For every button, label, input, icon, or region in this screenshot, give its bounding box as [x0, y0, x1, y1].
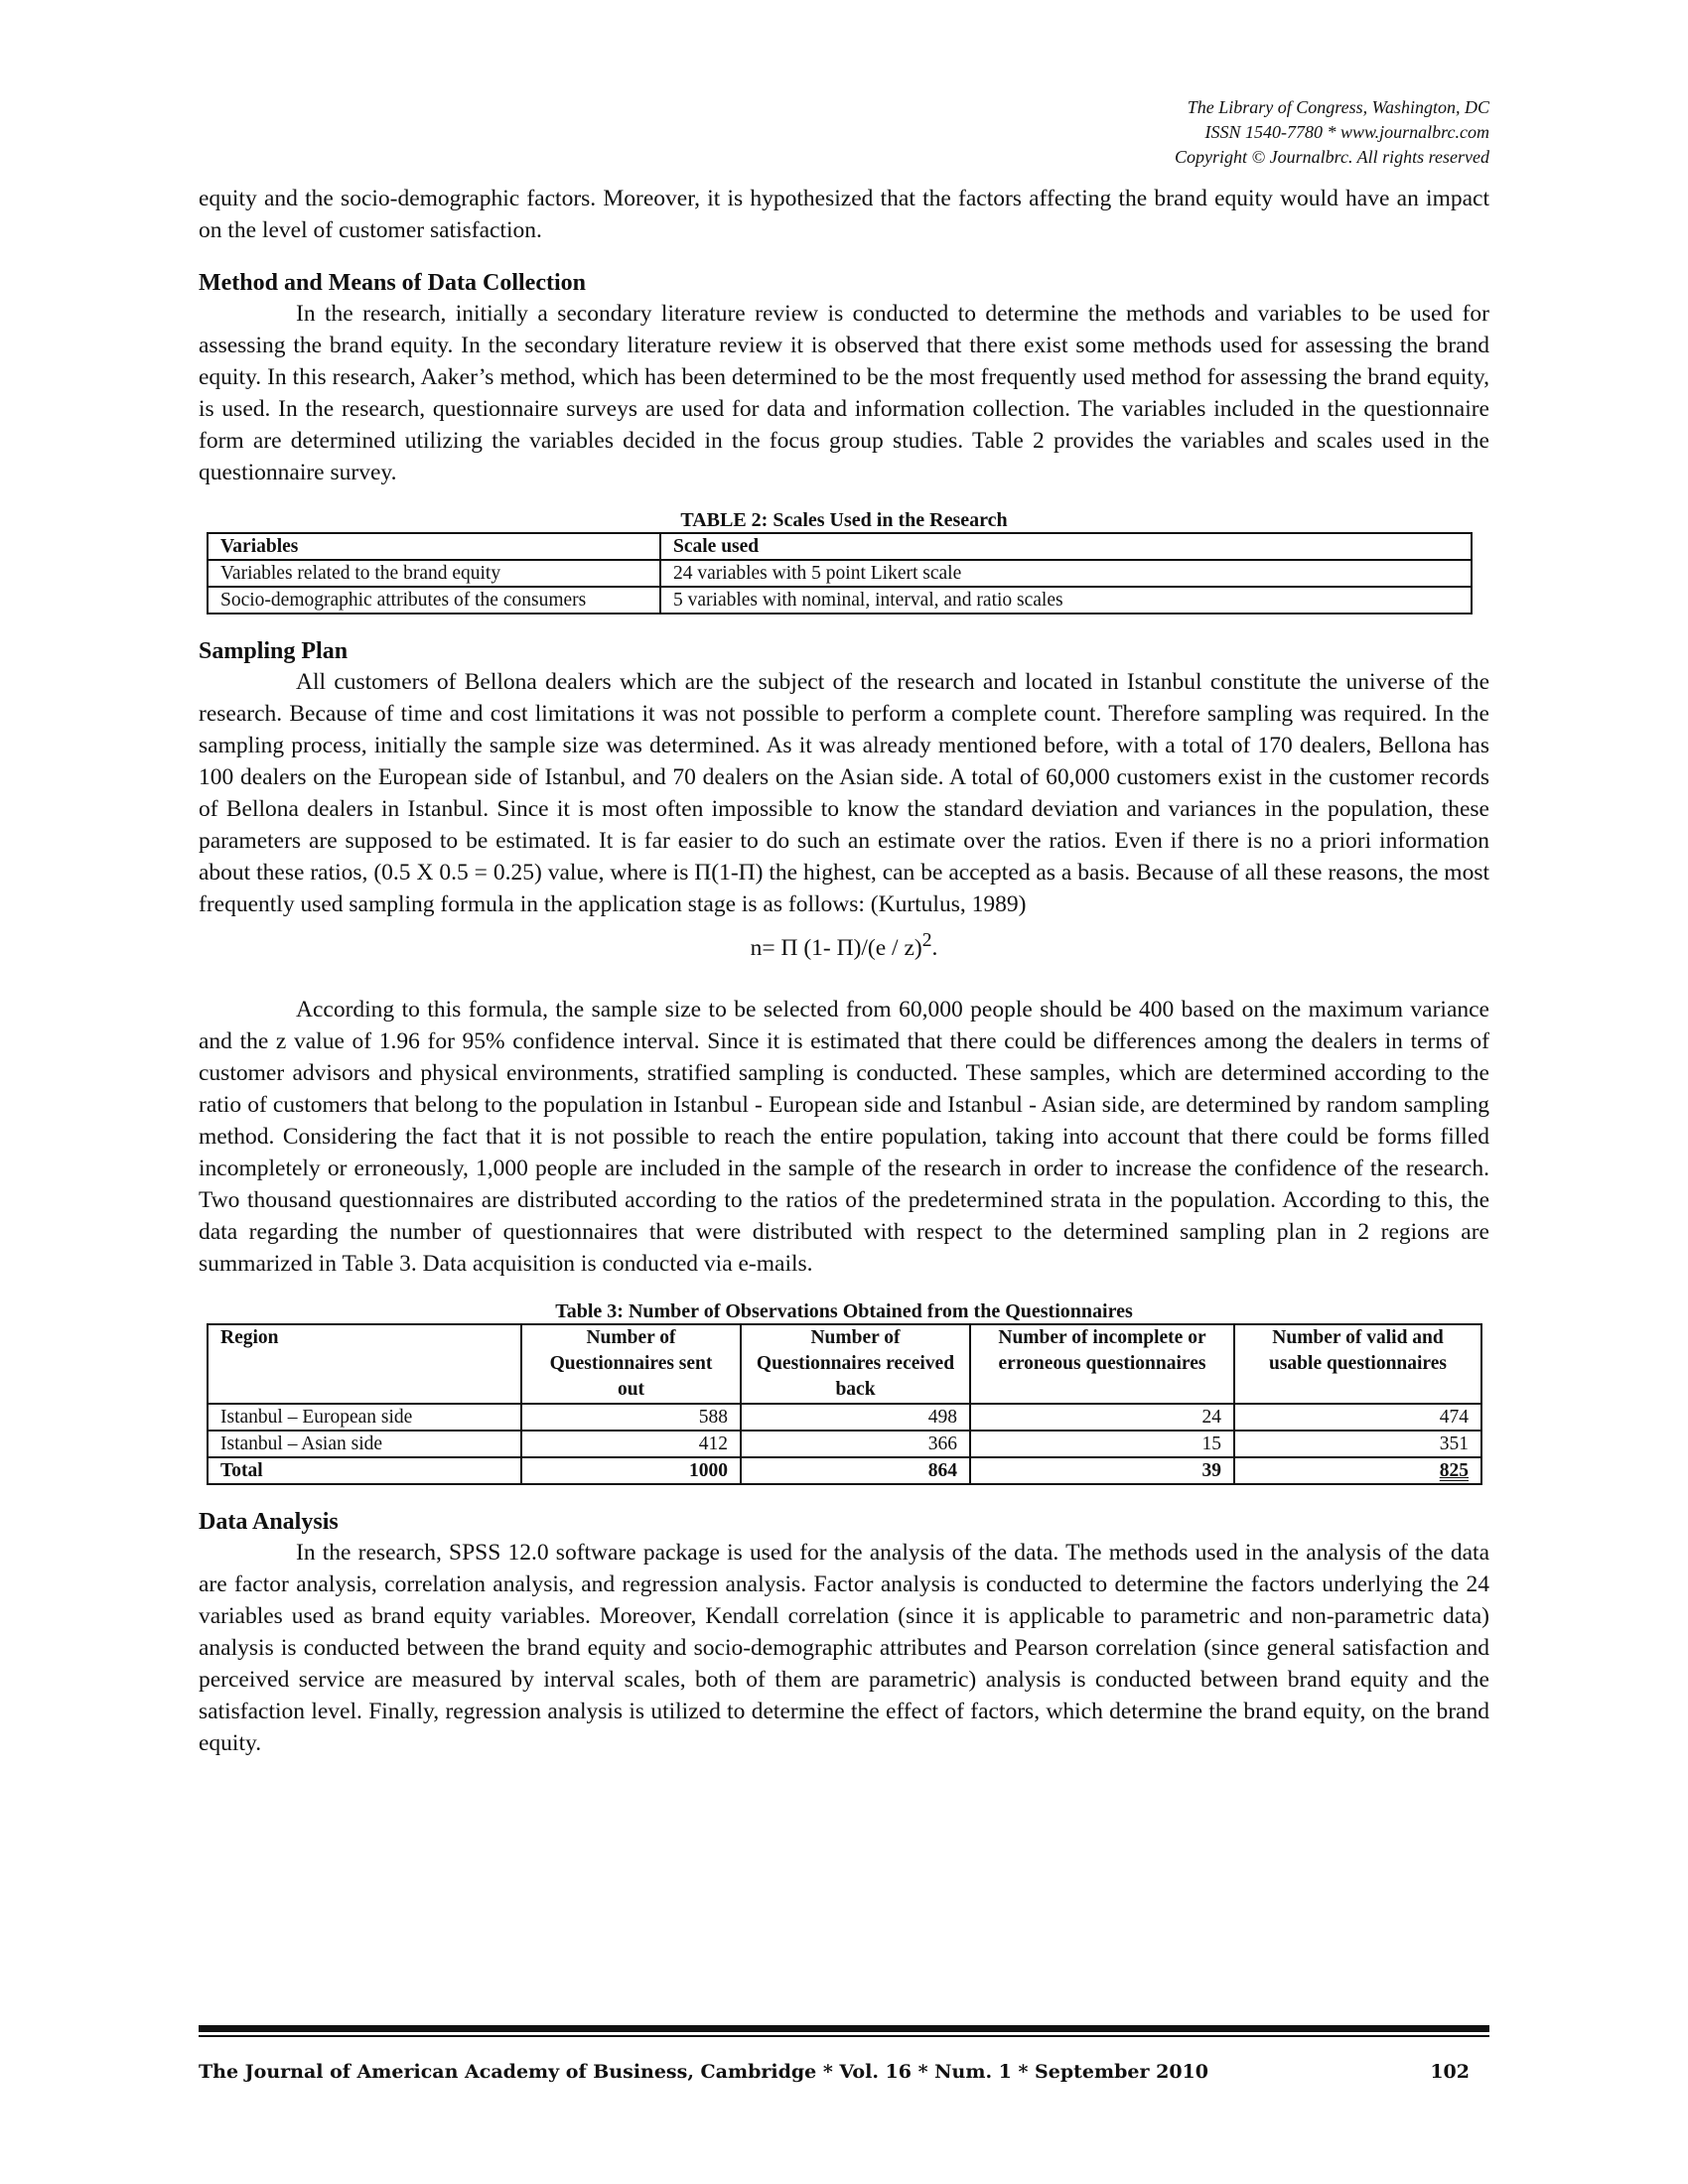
- table-cell: 474: [1234, 1404, 1481, 1431]
- table-row: [208, 1431, 1481, 1457]
- footer-rule-thick: [199, 2025, 1489, 2032]
- header-line-3: Copyright © Journalbrc. All rights reserved: [1175, 147, 1489, 167]
- table-row: [208, 587, 1472, 614]
- section-heading-sampling: Sampling Plan: [199, 638, 349, 664]
- table-cell: Istanbul – European side: [208, 1404, 521, 1431]
- table-cell: 24: [970, 1404, 1234, 1431]
- running-header: [199, 95, 1489, 170]
- table-cell: 498: [741, 1404, 970, 1431]
- table-cell: Socio-demographic attributes of the consumers: [208, 587, 660, 614]
- table-cell: Variables related to the brand equity: [208, 560, 660, 587]
- table-cell: 864: [741, 1457, 970, 1484]
- table-cell: 1000: [521, 1457, 741, 1484]
- sampling-paragraph-1: All customers of Bellona dealers which are the subject of the research and located in Istanbul constitute the universe of the research. Because of time and cost limitations it was not possible to perform a complete count. Therefore sampling was required. In the sampling process, initially the sample size was determined. As it was already mentioned before, with a total of 170 dealers, Bellona has 100 dealers on the European side of Istanbul, and 70 dealers on the Asian side. A total of 60,000 customers exist in the customer records of Bellona dealers in Istanbul. Since it is most often impossible to know the standard deviation and variances in the population, these parameters are supposed to be estimated. It is far easier to do such an estimate over the ratios. Even if there is no a priori information about these ratios, (0.5 X 0.5 = 0.25) value, where is Π(1-Π) the highest, can be accepted as a basis. Because of all these reasons, the most frequently used sampling formula in the application stage is as follows: (Kurtulus, 1989): [199, 669, 1489, 917]
- header-line-2: ISSN 1540-7780 * www.journalbrc.com: [1204, 122, 1489, 142]
- column-header: Number of Questionnaires received back: [741, 1324, 970, 1404]
- table-header-row: [208, 533, 1472, 560]
- table-row: [208, 560, 1472, 587]
- page-body: [199, 95, 1489, 1759]
- table-cell: 351: [1234, 1431, 1481, 1457]
- table-cell: 588: [521, 1404, 741, 1431]
- intro-paragraph: equity and the socio-demographic factors. Moreover, it is hypothesized that the factors affecting the brand equity would have an impact on the level of customer satisfaction.: [199, 186, 1489, 243]
- section-heading-analysis: Data Analysis: [199, 1508, 339, 1535]
- total-valid-value: 825: [1439, 1459, 1469, 1481]
- column-header: Region: [208, 1324, 521, 1404]
- column-header: Scale used: [660, 533, 1472, 560]
- observations-table: [207, 1323, 1482, 1485]
- footer-text: [199, 2061, 1489, 2083]
- column-header: Variables: [208, 533, 660, 560]
- sampling-paragraph-2: According to this formula, the sample size to be selected from 60,000 people should be 400 based on the maximum variance and the z value of 1.96 for 95% confidence interval. Since it is estimated that there could be differences among the dealers in terms of customer advisors and physical environments, stratified sampling is conducted. These samples, which are determined according to the ratio of customers that belong to the population in Istanbul - European side and Istanbul - Asian side, are determined by random sampling method. Considering the fact that it is not possible to reach the entire population, taking into account that there could be forms filled incompletely or erroneously, 1,000 people are included in the sample of the research in order to increase the confidence of the research. Two thousand questionnaires are distributed according to the ratios of the predetermined strata in the population. According to this, the data regarding the number of questionnaires that were distributed with respect to the determined sampling plan in 2 regions are summarized in Table 3. Data acquisition is conducted via e-mails.: [199, 996, 1489, 1277]
- header-line-1: The Library of Congress, Washington, DC: [1187, 97, 1489, 117]
- journal-citation: The Journal of American Academy of Business, Cambridge * Vol. 16 * Num. 1 * September 2010: [199, 2061, 1209, 2083]
- footer-rule-thin: [199, 2035, 1489, 2037]
- table2-caption: TABLE 2: Scales Used in the Research: [680, 509, 1008, 531]
- table-cell: 39: [970, 1457, 1234, 1484]
- column-header: Number of valid and usable questionnaires: [1234, 1324, 1481, 1404]
- analysis-paragraph: In the research, SPSS 12.0 software package is used for the analysis of the data. The methods used in the analysis of the data are factor analysis, correlation analysis, and regression analysis. Factor analysis is conducted to determine the factors underlying the 24 variables used as brand equity variables. Moreover, Kendall correlation (since it is applicable to parametric and non-parametric data) analysis is conducted between the brand equity and socio-demographic attributes and Pearson correlation (since general satisfaction and perceived service are measured by interval scales, both of them are parametric) analysis is conducted between brand equity and the satisfaction level. Finally, regression analysis is utilized to determine the effect of factors, which determine the brand equity, on the brand equity.: [199, 1539, 1489, 1756]
- scales-table: [207, 532, 1473, 614]
- table-cell: 15: [970, 1431, 1234, 1457]
- formula-exponent: 2: [921, 930, 932, 951]
- column-header: Number of Questionnaires sent out: [521, 1324, 741, 1404]
- table-cell: Total: [208, 1457, 521, 1484]
- sampling-formula: [199, 925, 1489, 964]
- table-header-row: [208, 1324, 1481, 1404]
- table-cell: 412: [521, 1431, 741, 1457]
- table-cell: [1234, 1457, 1481, 1484]
- page-number: 102: [1430, 2061, 1470, 2083]
- table-cell: Istanbul – Asian side: [208, 1431, 521, 1457]
- table-cell: 24 variables with 5 point Likert scale: [660, 560, 1472, 587]
- table-cell: 5 variables with nominal, interval, and ratio scales: [660, 587, 1472, 614]
- table-cell: 366: [741, 1431, 970, 1457]
- table3-caption: Table 3: Number of Observations Obtained from the Questionnaires: [555, 1299, 1133, 1322]
- table-total-row: [208, 1457, 1481, 1484]
- section-heading-method: Method and Means of Data Collection: [199, 270, 586, 296]
- table-row: [208, 1404, 1481, 1431]
- page-footer: [199, 2025, 1489, 2083]
- formula-period: .: [931, 934, 938, 961]
- column-header: Number of incomplete or erroneous questionnaires: [970, 1324, 1234, 1404]
- method-paragraph: In the research, initially a secondary literature review is conducted to determine the methods and variables to be used for assessing the brand equity. In the secondary literature review it is observed that there exist some methods used for assessing the brand equity. In this research, Aaker’s method, which has been determined to be the most frequently used method for assessing the brand equity, is used. In the research, questionnaire surveys are used for data and information collection. The variables included in the questionnaire form are determined utilizing the variables decided in the focus group studies. Table 2 provides the variables and scales used in the questionnaire survey.: [199, 301, 1489, 485]
- formula-text: n= Π (1- Π)/(e / z): [750, 934, 922, 961]
